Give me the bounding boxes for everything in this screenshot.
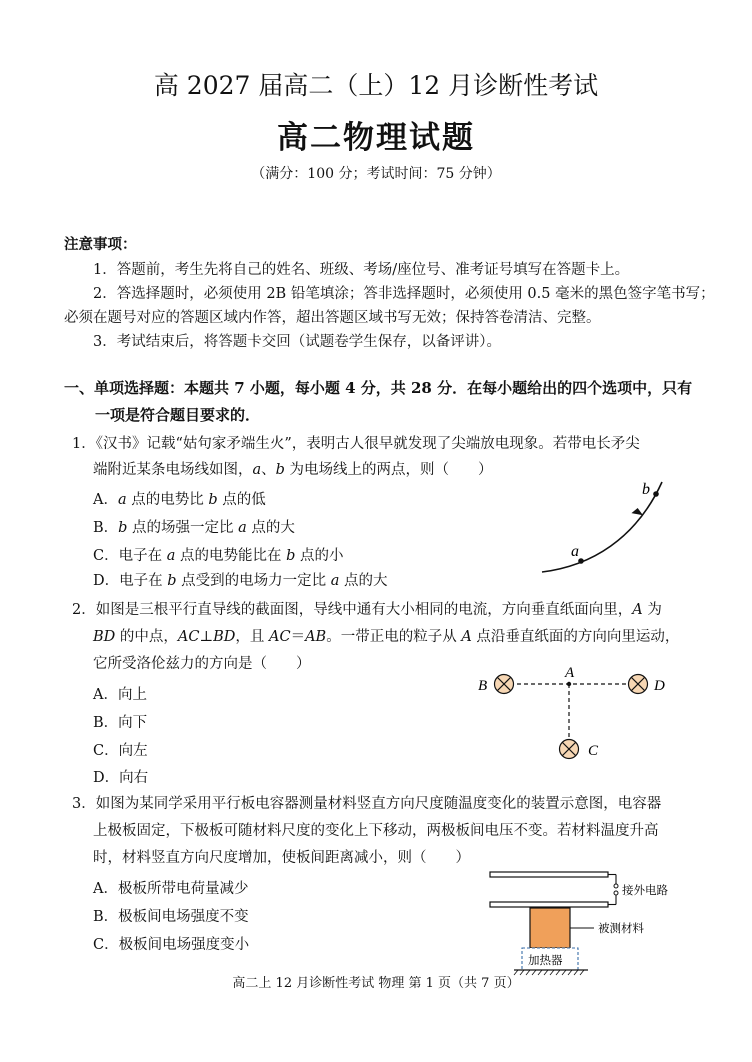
question-2-option-c: C．向左	[93, 743, 148, 759]
stem-text: 为	[642, 602, 662, 618]
question-3-option-c: C．极板间电场强度变小	[93, 937, 250, 953]
option-text: 点的电势能比在	[175, 548, 287, 564]
question-2-stem-line-3: 它所受洛伦兹力的方向是（ ）	[93, 656, 311, 672]
wire-b-icon	[495, 675, 514, 694]
exam-title: 高 2027 届高二（上）12 月诊断性考试	[153, 71, 599, 100]
question-3-option-b: B．极板间电场强度不变	[93, 909, 249, 925]
label-external-circuit: 接外电路	[622, 885, 668, 897]
option-label: B．	[93, 520, 119, 536]
question-2-option-b: B．向下	[93, 715, 148, 731]
question-number: 2．	[72, 602, 96, 618]
question-2-stem-line-1	[72, 598, 662, 619]
var: A	[632, 602, 643, 618]
stem-text: ＝	[290, 629, 306, 645]
question-1-stem-line-1	[72, 432, 640, 453]
var: AC	[269, 629, 291, 645]
question-2-option-a: A．向上	[93, 687, 147, 703]
var-b: b	[275, 462, 285, 478]
option-text: 点的电势比	[126, 492, 209, 508]
subject-title: 高二物理试题	[277, 120, 475, 156]
notes-item-2-line-1: 2．答选择题时，必须使用 2B 铅笔填涂；答非选择题时，必须使用 0.5 毫米的黑色签字笔书写；	[93, 286, 715, 302]
var: BD	[93, 629, 116, 645]
question-1-option-b	[93, 516, 295, 537]
question-3-stem-line-3: 时，材料竖直方向尺度增加，使板间距离减小，则（ ）	[93, 850, 470, 866]
section-heading-line-1: 一、单项选择题：本题共 7 小题，每小题 4 分，共 28 分．在每小题给出的四个选项中，只有	[64, 379, 693, 397]
notes-item-2-line-2: 必须在题号对应的答题区域内作答，超出答题区域书写无效；保持答卷清洁、完整。	[64, 310, 601, 326]
upper-plate	[490, 872, 608, 877]
field-line-figure	[536, 474, 676, 582]
option-text: 点的小	[295, 548, 344, 564]
question-1-stem-line-2	[93, 458, 493, 479]
option-text: 点的低	[217, 492, 266, 508]
stem-text: ，且	[235, 629, 269, 645]
var: b	[167, 573, 177, 589]
label-d: D	[654, 678, 665, 694]
option-text: C．电子在	[93, 548, 167, 564]
point-b	[653, 491, 659, 497]
material-block	[530, 908, 570, 948]
var-a: a	[252, 462, 262, 478]
stem-text: 。一带正电的粒子从	[326, 629, 462, 645]
stem-text: 点沿垂直纸面的方向向里运动，	[471, 629, 680, 645]
var: AB	[305, 629, 327, 645]
var: b	[118, 520, 128, 536]
label-b: b	[642, 481, 650, 498]
notes-heading: 注意事项：	[64, 236, 137, 253]
wire-c-icon	[560, 740, 579, 759]
notes-item-3: 3．考试结束后，将答题卡交回（试题卷学生保存，以备评讲）。	[93, 334, 501, 350]
stem-text: 《汉书》记载“姑句家矛端生火”，表明古人很早就发现了尖端放电现象。若带电长矛尖	[95, 436, 640, 452]
var: b	[286, 548, 296, 564]
label-b: B	[478, 678, 488, 694]
var: BD	[213, 629, 236, 645]
stem-text: 如图是三根平行直导线的截面图，导线中通有大小相同的电流，方向垂直纸面向里，	[95, 602, 633, 618]
question-2-option-d: D．向右	[93, 770, 149, 786]
stem-text: 如图为某同学采用平行板电容器测量材料竖直方向尺度随温度变化的装置示意图，电容器	[95, 796, 662, 812]
question-3-stem-line-2: 上极板固定，下极板可随材料尺度的变化上下移动，两极板间电压不变。若材料温度升高	[93, 823, 659, 839]
option-text: 点受到的电场力一定比	[176, 573, 331, 589]
question-number: 3．	[72, 796, 96, 812]
lower-plate	[490, 902, 608, 907]
var: AC	[177, 629, 200, 645]
wires-figure	[470, 660, 680, 770]
question-1-option-c	[93, 544, 344, 565]
point-a	[567, 682, 571, 686]
var: a	[166, 548, 176, 564]
terminal-icon	[614, 891, 618, 895]
label-material: 被测材料	[598, 923, 644, 935]
stem-text: 为电场线上的两点，则（ ）	[284, 462, 493, 478]
terminal-icon	[614, 884, 618, 888]
question-number: 1．	[72, 436, 96, 452]
notes-item-1: 1．答题前，考生先将自己的姓名、班级、考场/座位号、准考证号填写在答题卡上。	[93, 262, 630, 278]
exam-info: （满分：100 分；考试时间：75 分钟）	[251, 166, 501, 182]
option-text: 点的场强一定比	[127, 520, 239, 536]
option-text: 点的大	[339, 573, 388, 589]
point-a	[578, 558, 584, 564]
var: b	[208, 492, 218, 508]
stem-text: 、	[261, 462, 276, 478]
label-c: C	[588, 743, 599, 759]
label-heater: 加热器	[528, 955, 563, 967]
var: a	[238, 520, 247, 536]
var: a	[117, 492, 127, 508]
var: a	[330, 573, 340, 589]
stem-text: ⊥	[199, 629, 214, 645]
question-2-stem-line-2	[93, 625, 679, 646]
stem-text: 端附近某条电场线如图，	[93, 462, 253, 478]
question-3-option-a: A．极板所带电荷量减少	[93, 881, 249, 897]
var: A	[461, 629, 472, 645]
section-heading-line-2: 一项是符合题目要求的．	[95, 406, 261, 424]
wire-d-icon	[629, 675, 648, 694]
question-3-stem-line-1	[72, 792, 661, 813]
stem-text: 的中点，	[115, 629, 178, 645]
option-text: 点的大	[246, 520, 295, 536]
question-1-option-d	[93, 569, 388, 590]
label-a: a	[571, 543, 579, 560]
page-footer: 高二上 12 月诊断性考试 物理 第 1 页（共 7 页）	[232, 976, 520, 991]
option-text: D．电子在	[93, 573, 168, 589]
option-label: A．	[93, 492, 118, 508]
capacitor-figure	[484, 862, 684, 982]
question-1-option-a	[93, 488, 266, 509]
label-a: A	[565, 665, 575, 681]
